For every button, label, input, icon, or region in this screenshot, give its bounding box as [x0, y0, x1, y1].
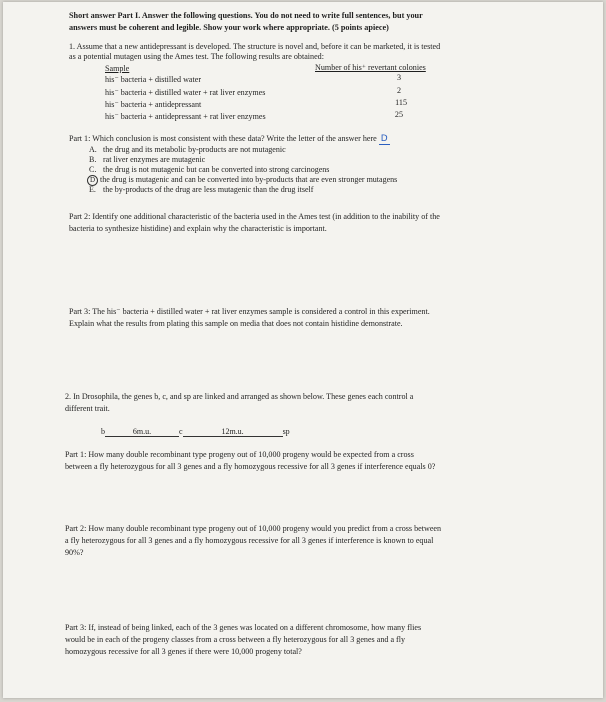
option-text: the by-products of the drug are less mutagenic than the drug itself — [103, 185, 314, 194]
q2-part3-line-3: homozygous recessive for all 3 genes if there were 10,000 progeny total? — [65, 647, 302, 656]
q1-part3-line-2: Explain what the results from plating this sample on media that does not contain histidine demonstrate. — [69, 319, 403, 328]
q1-part2-line-2: bacteria to synthesize histidine) and explain why the characteristic is important. — [69, 224, 327, 233]
q2-part2-line-1: Part 2: How many double recombinant type progeny out of 10,000 progeny would you predict from a cross between — [65, 524, 442, 533]
header-line-2: answers must be coherent and legible. Show your work where appropriate. (5 points apiece) — [69, 23, 389, 32]
q2-part3-line-1: Part 3: If, instead of being linked, each of the 3 genes was located on a different chromosome, how many flies — [65, 623, 422, 632]
gene-map — [101, 427, 290, 437]
q2-part1-line-2: between a fly heterozygous for all 3 genes and a fly homozygous recessive for all 3 genes if interference equals 0? — [65, 462, 436, 471]
table-header-sample: Sample — [105, 64, 130, 73]
distance-b-c — [105, 427, 179, 437]
option-text: the drug is not mutagenic but can be converted into strong carcinogens — [103, 165, 330, 174]
handwritten-answer[interactable]: D — [380, 134, 388, 144]
table-row-count: 3 — [396, 73, 401, 82]
q2-part3-line-2: would be in each of the progeny classes from a cross between a fly heterozygous for all 3 genes and a fly — [65, 635, 406, 644]
gene-b-label: b — [101, 427, 105, 436]
table-row-count: 2 — [396, 86, 401, 95]
option-letter: C. — [89, 165, 97, 174]
distance-label: 12m.u. — [221, 427, 244, 436]
distance-c-sp — [183, 427, 283, 437]
q2-part2-line-2: a fly heterozygous for all 3 genes and a fly homozygous recessive for all 3 genes if interference is known to equal — [65, 536, 434, 545]
option-c — [89, 165, 329, 175]
gene-sp-label: sp — [282, 427, 290, 436]
table-row-sample: his⁻ bacteria + antidepressant — [105, 100, 202, 109]
option-letter: E. — [89, 185, 96, 194]
q2-part2-line-3: 90%? — [65, 548, 84, 557]
table-row-sample: his⁻ bacteria + antidepressant + rat liver enzymes — [105, 112, 266, 121]
table-row-count: 25 — [394, 110, 403, 119]
q1-intro-line-2: as a potential mutagen using the Ames test. The following results are obtained: — [69, 52, 324, 61]
option-a — [89, 145, 286, 155]
option-b — [89, 155, 205, 165]
table-header-count: Number of his⁺ revertant colonies — [315, 63, 426, 72]
q1-part3-line-1: Part 3: The his⁻ bacteria + distilled water + rat liver enzymes sample is considered a control in this experiment. — [69, 307, 430, 316]
option-text: the drug and its metabolic by-products are not mutagenic — [103, 145, 286, 154]
table-row-sample: his⁻ bacteria + distilled water + rat liver enzymes — [105, 88, 266, 97]
instructions-header — [69, 10, 519, 34]
option-e — [89, 185, 313, 195]
worksheet-page — [3, 2, 603, 698]
distance-label: 6m.u. — [132, 427, 152, 436]
option-letter-circled: D — [87, 175, 98, 186]
q2-intro-line-2: different trait. — [65, 404, 110, 413]
option-text: rat liver enzymes are mutagenic — [103, 155, 206, 164]
option-letter: B. — [89, 155, 97, 164]
option-text: the drug is mutagenic and can be converted into by-products that are even stronger mutagens — [100, 175, 398, 184]
option-letter: A. — [89, 145, 97, 154]
gene-c-label: c — [179, 427, 183, 436]
q1-part2-line-1: Part 2: Identify one additional characteristic of the bacteria used in the Ames test (in addition to the inability of the — [69, 212, 440, 221]
q2-intro-line-1: 2. In Drosophila, the genes b, c, and sp are linked and arranged as shown below. These genes each control a — [65, 392, 414, 401]
q1-part1-question — [69, 134, 390, 145]
header-line-1: Short answer Part I. Answer the following questions. You do not need to write full sentences, but your — [69, 11, 423, 20]
q2-part1-line-1: Part 1: How many double recombinant type progeny out of 10,000 progeny would be expected from a cross — [65, 450, 414, 459]
q1-part1-text: Part 1: Which conclusion is most consistent with these data? Write the letter of the answer here — [69, 134, 377, 143]
table-row-sample: his⁻ bacteria + distilled water — [105, 75, 202, 84]
table-row-count: 115 — [395, 98, 407, 107]
q1-intro-line-1: 1. Assume that a new antidepressant is developed. The structure is novel and, before it can be marketed, it is tested — [69, 42, 441, 51]
